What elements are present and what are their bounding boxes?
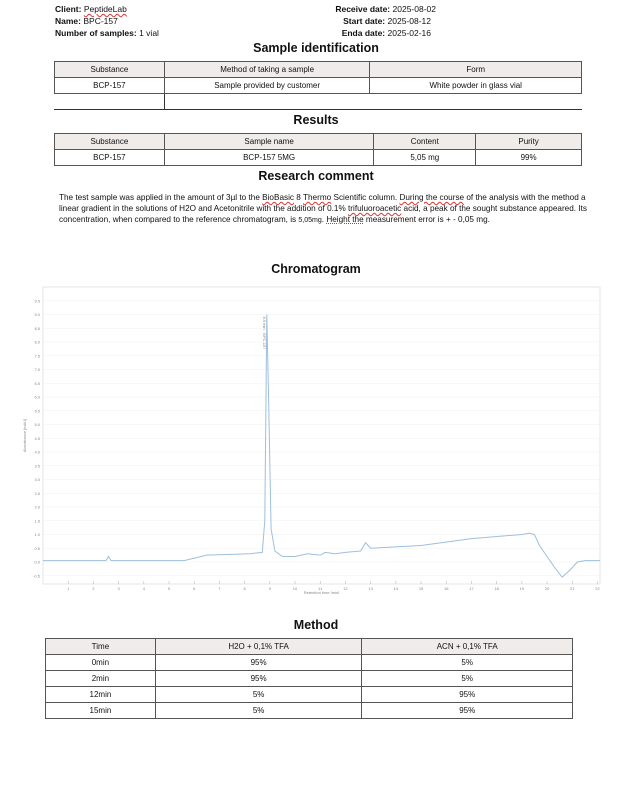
- y-tick-label: 7.0: [34, 367, 40, 372]
- end-value: 2025-02-16: [387, 28, 431, 38]
- x-tick-label: 7: [218, 586, 221, 591]
- comment-word: 5,05mg: [298, 217, 322, 224]
- identification-header-cell: Substance: [55, 62, 165, 78]
- method-cell: 5%: [362, 671, 573, 687]
- method-cell: 12min: [46, 687, 156, 703]
- divider: [164, 94, 165, 109]
- x-tick-label: 13: [368, 586, 373, 591]
- method-cell: 15min: [46, 703, 156, 719]
- comment-text: [59, 192, 591, 226]
- results-header-cell: Substance: [55, 134, 165, 150]
- x-tick-label: 1: [67, 586, 70, 591]
- results-header-cell: Sample name: [164, 134, 374, 150]
- method-row: [46, 703, 573, 719]
- y-tick-label: 1.5: [34, 518, 40, 524]
- comment-part: of the analysis with the method a linear gradient in the solutions of H2O and Acetonitrile with the addition of 0.1%: [59, 193, 586, 213]
- method-table: [45, 638, 573, 719]
- results-title: Results: [293, 113, 339, 127]
- y-tick-label: 4.5: [34, 435, 40, 441]
- comment-part: acid, a peak of the sought substance appeared. Its concentration, when compared to the reference chromatogram, is: [59, 204, 587, 224]
- method-cell: 5%: [155, 703, 362, 719]
- identification-title: Sample identification: [253, 41, 379, 55]
- comment-part: 8: [294, 193, 303, 202]
- results-cell: BCP-157 5MG: [164, 150, 374, 166]
- y-tick-label: 2.5: [34, 490, 40, 496]
- method-cell: 5%: [155, 687, 362, 703]
- end-label: Enda date:: [341, 28, 386, 38]
- name-label: Name:: [55, 16, 81, 26]
- comment-word: Thermo: [302, 193, 332, 202]
- comment-part: measurement error is + - 0,05 mg.: [363, 215, 490, 224]
- comment-part: .: [321, 215, 327, 224]
- identification-cell: White powder in glass vial: [370, 78, 582, 94]
- identification-header-cell: Form: [370, 62, 582, 78]
- end-line: [342, 27, 431, 39]
- method-cell: 95%: [155, 671, 362, 687]
- start-value: 2025-08-12: [387, 16, 431, 26]
- method-cell: 0min: [46, 655, 156, 671]
- comment-word: BioBasic: [262, 193, 295, 202]
- comment-title: Research comment: [258, 169, 374, 183]
- y-axis-ticks: [33, 298, 41, 578]
- method-cell: 5%: [362, 655, 573, 671]
- method-cell: 95%: [362, 703, 573, 719]
- x-tick-label: 10: [292, 586, 298, 591]
- receive-label: Receive date:: [335, 4, 391, 14]
- y-tick-label: 8.0: [34, 339, 40, 345]
- y-tick-label: 5.5: [34, 408, 40, 414]
- method-cell: 2min: [46, 671, 156, 687]
- y-tick-label: 3.5: [34, 463, 40, 469]
- results-header-row: [55, 134, 582, 150]
- y-axis-label: Absorbance [mAU]: [22, 418, 27, 453]
- x-tick-label: 11: [318, 586, 323, 591]
- x-tick-label: 8: [243, 586, 246, 591]
- x-tick-label: 3: [117, 586, 120, 591]
- x-tick-label: 17: [469, 586, 474, 591]
- x-tick-label: 5: [167, 586, 171, 591]
- x-axis-label: Retention time [min]: [303, 590, 340, 594]
- x-tick-label: 12: [343, 586, 348, 591]
- comment-word: trifuluoroacetic: [348, 204, 402, 213]
- start-label: Start date:: [343, 16, 386, 26]
- identification-cell: Sample provided by customer: [164, 78, 370, 94]
- identification-row: [55, 78, 582, 94]
- samples-line: [55, 27, 159, 39]
- chromatogram-chart: [22, 282, 606, 594]
- divider: [54, 109, 582, 110]
- comment-word: During the course: [399, 193, 465, 202]
- x-tick-label: 15: [418, 586, 424, 591]
- receive-value: 2025-08-02: [392, 4, 436, 14]
- x-tick-label: 16: [444, 586, 449, 591]
- name-line: [55, 15, 118, 27]
- results-cell: BCP-157: [55, 150, 165, 166]
- comment-word: Height the: [326, 215, 364, 224]
- y-tick-label: 9.0: [34, 312, 40, 317]
- x-tick-label: 4: [142, 586, 145, 591]
- method-cell: 95%: [362, 687, 573, 703]
- x-tick-label: 6: [193, 586, 196, 591]
- chromatogram-title: Chromatogram: [271, 262, 361, 276]
- results-cell: 99%: [476, 150, 582, 166]
- y-tick-label: 7.5: [34, 353, 40, 359]
- y-tick-label: 6.5: [34, 380, 40, 386]
- x-tick-label: 9: [268, 586, 271, 591]
- y-tick-label: 5.0: [34, 422, 40, 427]
- results-header-cell: Purity: [476, 134, 582, 150]
- y-tick-label: 6.0: [34, 394, 40, 400]
- y-tick-label: 4.0: [34, 449, 40, 455]
- results-table: [54, 133, 582, 166]
- y-tick-label: 9.5: [34, 298, 40, 304]
- y-tick-label: -0.5: [33, 573, 40, 579]
- y-tick-label: 0.5: [34, 545, 40, 551]
- comment-part: Scientific column.: [331, 193, 400, 202]
- results-row: [55, 150, 582, 166]
- y-tick-label: 1.0: [34, 532, 40, 537]
- x-tick-label: 19: [519, 586, 525, 591]
- peak-label: 8.9 min · BPC-157: [261, 316, 267, 350]
- x-tick-label: 18: [494, 586, 499, 591]
- client-label: Client:: [55, 4, 82, 14]
- y-tick-label: 0.0: [34, 559, 40, 565]
- method-row: [46, 687, 573, 703]
- client-line: [55, 3, 127, 15]
- method-cell: 95%: [155, 655, 362, 671]
- samples-label: Number of samples:: [55, 28, 137, 38]
- y-tick-label: 8.5: [34, 325, 40, 331]
- results-cell: 5,05 mg: [374, 150, 476, 166]
- start-line: [343, 15, 431, 27]
- x-tick-label: 20: [544, 586, 550, 591]
- identification-table: [54, 61, 582, 94]
- method-row: [46, 671, 573, 687]
- x-tick-label: 22: [595, 586, 600, 591]
- method-header-cell: Time: [46, 639, 156, 655]
- identification-cell: BCP-157: [55, 78, 165, 94]
- identification-header-row: [55, 62, 582, 78]
- method-header-cell: H2O + 0,1% TFA: [155, 639, 362, 655]
- method-title: Method: [293, 618, 339, 632]
- comment-part: The test sample was applied in the amount of 3µl to the: [59, 193, 263, 202]
- samples-value: 1 vial: [139, 28, 159, 38]
- x-tick-label: 2: [92, 586, 95, 591]
- y-tick-label: 3.0: [34, 477, 40, 482]
- receive-line: [335, 3, 436, 15]
- client-value: PeptideLab: [83, 4, 127, 14]
- x-tick-label: 14: [393, 586, 399, 591]
- x-tick-label: 21: [570, 586, 575, 591]
- method-header-cell: ACN + 0,1% TFA: [362, 639, 573, 655]
- results-header-cell: Content: [374, 134, 476, 150]
- method-row: [46, 655, 573, 671]
- identification-header-cell: Method of taking a sample: [164, 62, 370, 78]
- y-tick-label: 2.0: [34, 504, 40, 510]
- name-value: BPC-157: [83, 16, 118, 26]
- method-header-row: [46, 639, 573, 655]
